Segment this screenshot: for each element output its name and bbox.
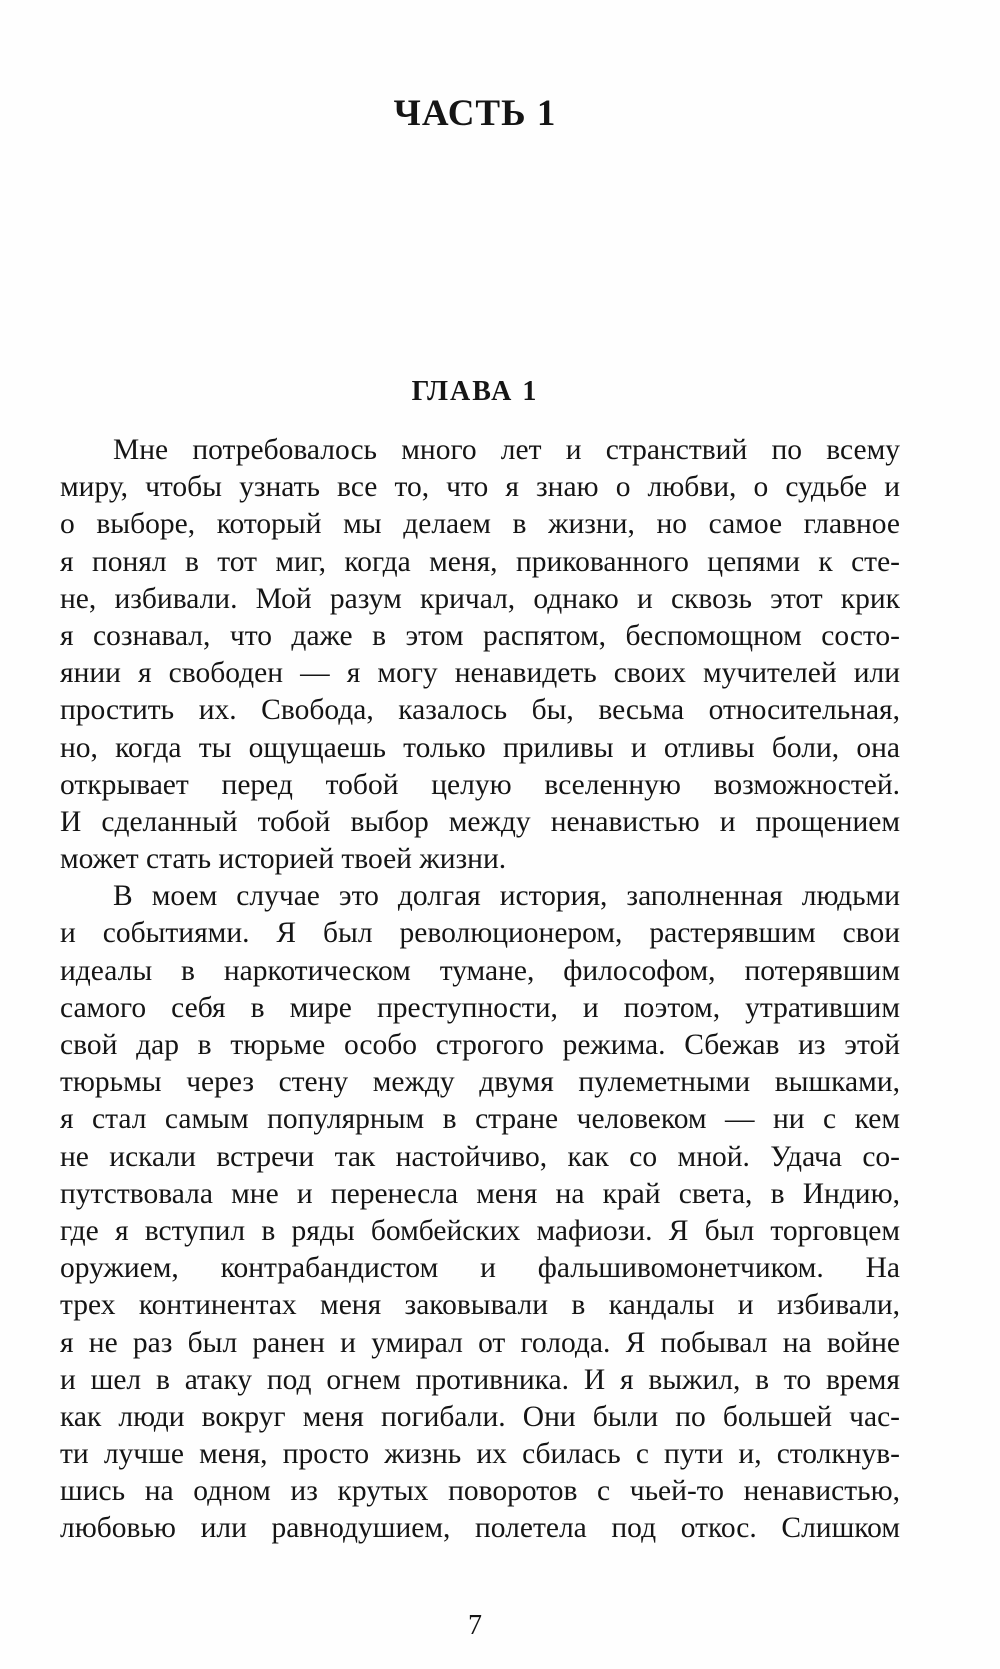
text-line: В моем случае это долгая история, заполненная людьми xyxy=(113,880,900,913)
text-line: я сознавал, что даже в этом распятом, беспомощном состо- xyxy=(60,619,900,652)
text-line: простить их. Свобода, казалось бы, весьма относительная, xyxy=(60,694,900,727)
text-line: я стал самым популярным в стране человеком — ни с кем xyxy=(60,1103,900,1136)
text-line: открывает перед тобой целую вселенную возможностей. xyxy=(60,768,900,801)
text-line: свой дар в тюрьме особо строгого режима. Сбежав из этой xyxy=(60,1029,900,1061)
text-line: может стать историей твоей жизни. xyxy=(60,843,507,876)
text-line: трех континентах меня заковывали в кандалы и избивали, xyxy=(60,1289,900,1322)
page-number: 7 xyxy=(468,1610,482,1641)
text-line: и шел в атаку под огнем противника. И я выжил, в то время xyxy=(60,1363,900,1396)
text-line: любовью или равнодушием, полетела под откос. Слишком xyxy=(60,1512,900,1545)
text-line: и событиями. Я был революционером, растерявшим свои xyxy=(60,917,900,950)
text-line: о выборе, который мы делаем в жизни, но самое главное xyxy=(60,508,900,541)
text-line: путствовала мне и перенесла меня на край света, в Индию, xyxy=(60,1177,900,1210)
text-line: я не раз был ранен и умирал от голода. Я побывал на войне xyxy=(60,1326,900,1359)
text-line: миру, чтобы узнать все то, что я знаю о любви, о судьбе и xyxy=(60,471,900,504)
text-line: не искали встречи так настойчиво, как со мной. Удача со- xyxy=(60,1140,900,1173)
text-line: И сделанный тобой выбор между ненавистью и прощением xyxy=(60,805,900,838)
text-line: оружием, контрабандистом и фальшивомонетчиком. На xyxy=(60,1252,900,1285)
text-line: где я вступил в ряды бомбейских мафиози. Я был торговцем xyxy=(60,1214,900,1247)
text-line: я понял в тот миг, когда меня, прикованного цепями к сте- xyxy=(60,545,900,578)
text-line: ти лучше меня, просто жизнь их сбилась с пути и, столкнув- xyxy=(60,1438,900,1471)
text-line: как люди вокруг меня погибали. Они были по большей час- xyxy=(60,1400,900,1433)
text-line: самого себя в мире преступности, и поэтом, утратившим xyxy=(60,991,900,1024)
chapter-title: ГЛАВА 1 xyxy=(411,376,539,407)
text-line: но, когда ты ощущаешь только приливы и отливы боли, она xyxy=(60,731,900,764)
part-title: ЧАСТЬ 1 xyxy=(393,93,557,134)
text-line: идеалы в наркотическом тумане, философом, потерявшим xyxy=(60,954,900,987)
text-line: янии я свободен — я могу ненавидеть своих мучителей или xyxy=(60,657,900,690)
text-line: Мне потребовалось много лет и странствий по всему xyxy=(113,434,900,466)
text-line: тюрьмы через стену между двумя пулеметными вышками, xyxy=(60,1066,900,1099)
chapter-body xyxy=(60,432,900,1548)
text-line: шись на одном из крутых поворотов с чьей-то ненавистью, xyxy=(60,1475,900,1508)
text-line: не, избивали. Мой разум кричал, однако и сквозь этот крик xyxy=(60,582,900,615)
